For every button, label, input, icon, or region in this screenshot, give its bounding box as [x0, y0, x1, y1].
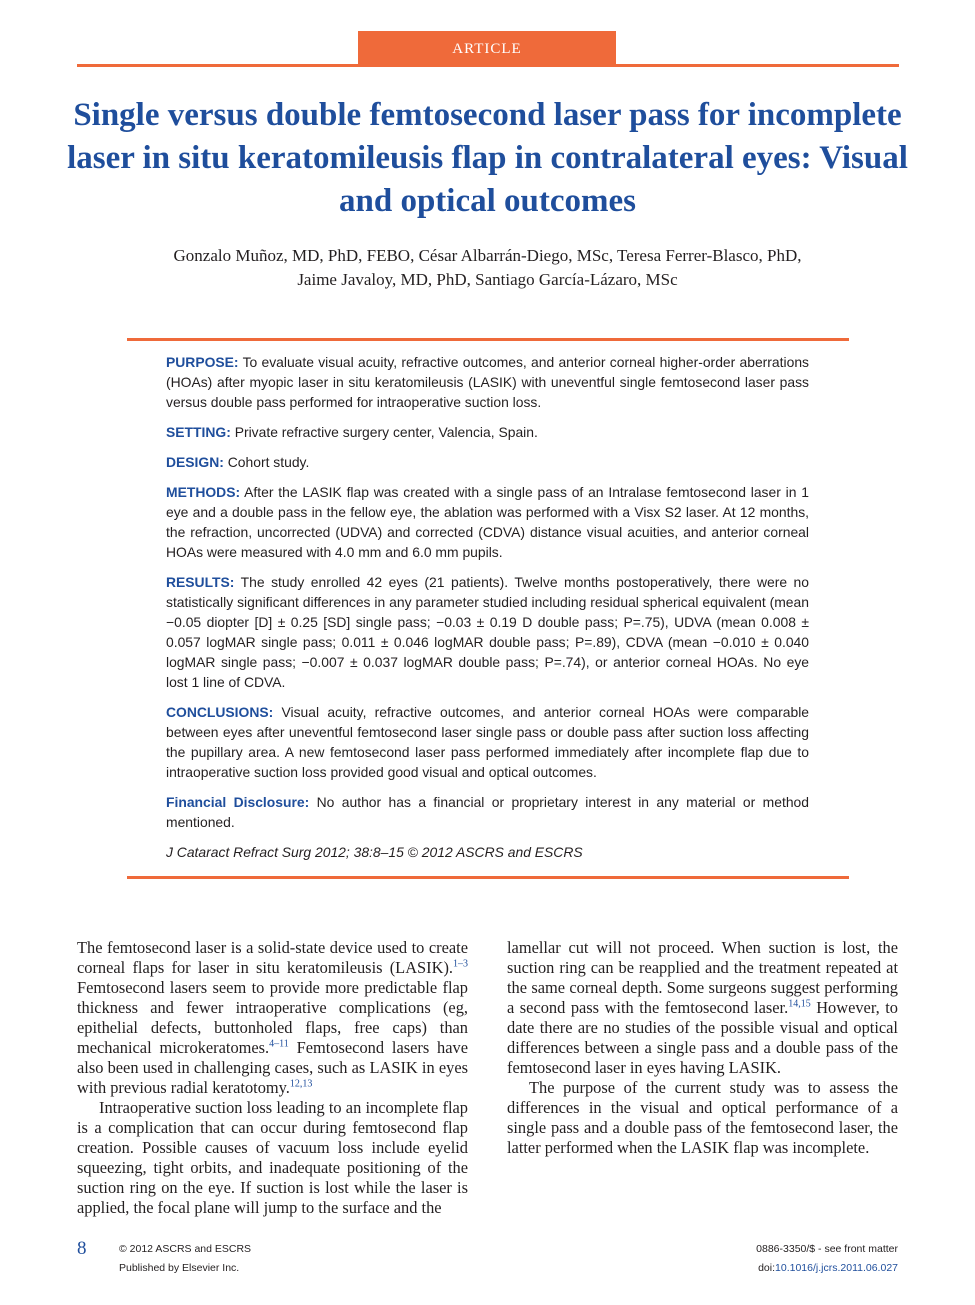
author-line-1: Gonzalo Muñoz, MD, PhD, FEBO, César Albarrán-Diego, MSc, Teresa Ferrer-Blasco, PhD, [173, 246, 802, 265]
disclosure-text: No author has a financial or proprietary interest in any material or method mentioned. [166, 794, 809, 830]
abstract [166, 352, 809, 872]
section-tag: ARTICLE [358, 31, 616, 65]
body-column-right [507, 938, 898, 1158]
doi-link[interactable]: 10.1016/j.jcrs.2011.06.027 [775, 1262, 898, 1274]
abstract-top-rule [127, 338, 849, 341]
footer-issn: 0886-3350/$ - see front matter [756, 1243, 898, 1255]
results-label: RESULTS: [166, 574, 235, 590]
reference-link[interactable]: 12,13 [289, 1078, 313, 1090]
body-paragraph-2-continued [507, 938, 898, 1078]
body-paragraph-2 [77, 1098, 468, 1218]
design-text: Cohort study. [227, 454, 310, 470]
footer-doi [758, 1261, 898, 1275]
body-text: Femtosecond lasers have also been used in challenging cases, such as LASIK in eyes with previous radial keratotomy. [77, 1038, 468, 1097]
footer-publisher: Published by Elsevier Inc. [119, 1262, 240, 1274]
purpose-label: PURPOSE: [166, 354, 239, 370]
author-line-2: Jaime Javaloy, MD, PhD, Santiago García-Lázaro, MSc [297, 270, 678, 289]
author-list [80, 244, 895, 292]
abstract-citation: J Cataract Refract Surg 2012; 38:8–15 © 2012 ASCRS and ESCRS [166, 844, 583, 860]
reference-link[interactable]: 1–3 [453, 958, 468, 970]
methods-text: After the LASIK flap was created with a single pass of an Intralase femtosecond laser in 1 eye and a double pass in the fellow eye, the ablation was performed with a Visx S2 laser. At 12 months, the refraction, uncorrected (UDVA) and corrected (CDVA) distance visual acuities, and anterior corneal HOAs were measured with 4.0 mm and 6.0 mm pupils. [166, 484, 809, 560]
conclusions-label: CONCLUSIONS: [166, 704, 274, 720]
body-text: The femtosecond laser is a solid-state device used to create corneal flaps for laser in situ keratomileusis (LASIK). [77, 938, 468, 977]
abstract-setting [166, 422, 809, 442]
reference-link[interactable]: 4–11 [269, 1038, 289, 1050]
body-text: Femtosecond lasers seem to provide more predictable flap thickness and fewer intraoperative complications (eg, epithelial defects, buttonholed flaps, free caps) than mechanical microkeratomes. [77, 978, 468, 1057]
abstract-bottom-rule [127, 876, 849, 879]
abstract-purpose [166, 352, 809, 412]
abstract-methods [166, 482, 809, 562]
doi-label: doi: [758, 1262, 776, 1274]
body-text: Intraoperative suction loss leading to an incomplete flap is a complication that can occur during femtosecond flap creation. Possible causes of vacuum loss include eyelid squeezing, tight orbits, and inadequate positioning of the suction ring on the eye. If suction is lost while the laser is applied, the focal plane will jump to the surface and the [77, 1098, 468, 1217]
results-text: The study enrolled 42 eyes (21 patients). Twelve months postoperatively, there were no statistically significant differences in any parameter studied including residual spherical equivalent (mean −0.05 diopter [D] ± 0.25 [SD] single pass; −0.03 ± 0.19 D double pass; P=.75), UDVA (mean 0.008 ± 0.057 logMAR single pass; 0.011 ± 0.046 logMAR double pass; P=.89), CDVA (mean −0.010 ± 0.040 logMAR single pass; −0.007 ± 0.037 logMAR double pass; P=.74), or anterior corneal HOAs. No eye lost 1 line of CDVA. [166, 574, 809, 690]
methods-label: METHODS: [166, 484, 241, 500]
page-number: 8 [77, 1238, 87, 1259]
abstract-disclosure [166, 792, 809, 832]
purpose-text: To evaluate visual acuity, refractive outcomes, and anterior corneal higher-order aberrations (HOAs) after myopic laser in situ keratomileusis (LASIK) with uneventful single femtosecond laser pass versus double pass performed for intraoperative suction loss. [166, 354, 810, 410]
body-paragraph-3: The purpose of the current study was to assess the differences in the visual and optical performance of a single pass and a double pass of the femtosecond laser, the latter performed when the LASIK flap was incomplete. [507, 1078, 898, 1157]
reference-link[interactable]: 14,15 [788, 998, 811, 1010]
body-paragraph-1 [77, 938, 468, 1098]
design-label: DESIGN: [166, 454, 224, 470]
body-column-left [77, 938, 468, 1218]
disclosure-label: Financial Disclosure: [166, 794, 310, 810]
header-rule [77, 64, 899, 67]
setting-label: SETTING: [166, 424, 231, 440]
conclusions-text: Visual acuity, refractive outcomes, and anterior corneal HOAs were comparable between eyes after uneventful femtosecond laser single pass or double pass after suction loss affecting the pupillary area. A new femtosecond laser pass performed immediately after incomplete flap due to intraoperative suction loss provided good visual and optical outcomes. [166, 704, 810, 780]
abstract-design [166, 452, 809, 472]
setting-text: Private refractive surgery center, Valencia, Spain. [234, 424, 538, 440]
article-title: Single versus double femtosecond laser pass for incomplete laser in situ keratomileusis flap in contralateral eyes: Visual and optical outcomes [67, 97, 908, 219]
abstract-results [166, 572, 809, 692]
body-text: lamellar cut will not proceed. When suction is lost, the suction ring can be reapplied and the treatment repeated at the same corneal depth. Some surgeons suggest performing a second pass with the femtosecond laser. [507, 938, 898, 1017]
abstract-conclusions [166, 702, 809, 782]
body-text: However, to date there are no studies of the possible visual and optical differences between a single pass and a double pass of the femtosecond laser in eyes having LASIK. [507, 998, 898, 1077]
footer-copyright: © 2012 ASCRS and ESCRS [119, 1243, 252, 1255]
